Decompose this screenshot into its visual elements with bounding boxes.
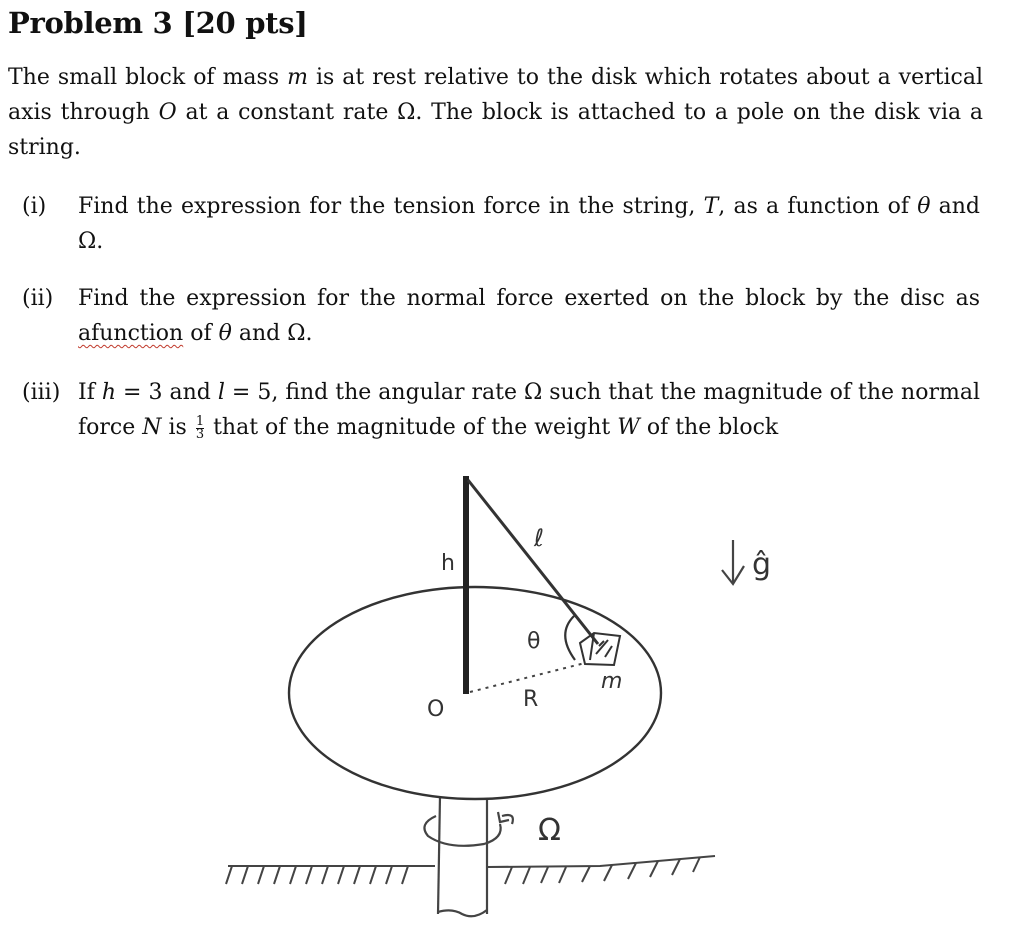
part-text xyxy=(78,375,980,445)
tension-symbol: T xyxy=(703,194,719,219)
label-theta: θ xyxy=(527,629,541,654)
height-symbol: h xyxy=(101,380,117,405)
part-ii xyxy=(22,281,980,351)
intro-text-3: at a constant rate Ω. The block is attached to a pole on the disk via a string. xyxy=(8,100,984,160)
spellcheck-word: afunction xyxy=(78,321,184,346)
label-g: ĝ xyxy=(752,547,772,582)
part-ii-text-2: of xyxy=(183,321,219,346)
part-iii-text-5: that of the magnitude of the weight xyxy=(206,415,618,440)
weight-symbol: W xyxy=(617,415,640,440)
part-iii xyxy=(22,375,980,445)
label-omega: Ω xyxy=(538,813,561,848)
part-text xyxy=(78,281,980,351)
disk-figure xyxy=(0,470,1024,941)
theta-symbol: θ xyxy=(917,194,931,219)
part-iii-text-3: = 5, find the angular rate Ω such that the magnitude of the normal force xyxy=(78,380,980,440)
part-text xyxy=(78,189,980,259)
theta-symbol: θ xyxy=(218,321,232,346)
label-l: ℓ xyxy=(534,524,544,552)
intro-text-1: The small block of mass xyxy=(8,65,288,90)
part-number: (iii) xyxy=(22,380,61,405)
axis-point-symbol: O xyxy=(158,100,177,125)
part-i-text-1: Find the expression for the tension force in the string, xyxy=(78,194,704,219)
fraction-denominator: 3 xyxy=(195,426,205,442)
label-O: O xyxy=(427,697,445,722)
part-ii-text-1: Find the expression for the normal force exerted on the block by the disc as xyxy=(78,286,980,311)
part-i-text-2: , as a function of xyxy=(718,194,918,219)
part-i xyxy=(22,189,980,259)
mass-symbol: m xyxy=(287,65,308,90)
shaft xyxy=(438,796,487,916)
fraction-one-third xyxy=(195,413,205,442)
part-number: (i) xyxy=(22,194,47,219)
part-iii-text-4: is xyxy=(161,415,194,440)
part-iii-text-2: = 3 and xyxy=(116,380,218,405)
normal-symbol: N xyxy=(142,415,162,440)
part-iii-text-6: of the block xyxy=(639,415,779,440)
part-i-text-3: and Ω. xyxy=(78,194,980,254)
part-ii-text-3: and Ω. xyxy=(231,321,313,346)
label-R: R xyxy=(523,687,539,712)
problem-intro xyxy=(8,60,983,165)
part-iii-text-1: If xyxy=(78,380,102,405)
part-number: (ii) xyxy=(22,286,54,311)
rotation-arrow xyxy=(424,812,512,846)
label-h: h xyxy=(441,551,455,576)
fraction-numerator: 1 xyxy=(195,413,205,429)
ground-right xyxy=(488,856,715,884)
label-m: m xyxy=(601,669,623,694)
problem-title: Problem 3 [20 pts] xyxy=(8,6,308,40)
ground-left xyxy=(226,866,435,884)
intro-text-2: is at rest relative to the disk which rotates about a vertical axis through xyxy=(8,65,983,125)
length-symbol: l xyxy=(217,380,225,405)
gravity-arrow-icon xyxy=(722,540,744,584)
